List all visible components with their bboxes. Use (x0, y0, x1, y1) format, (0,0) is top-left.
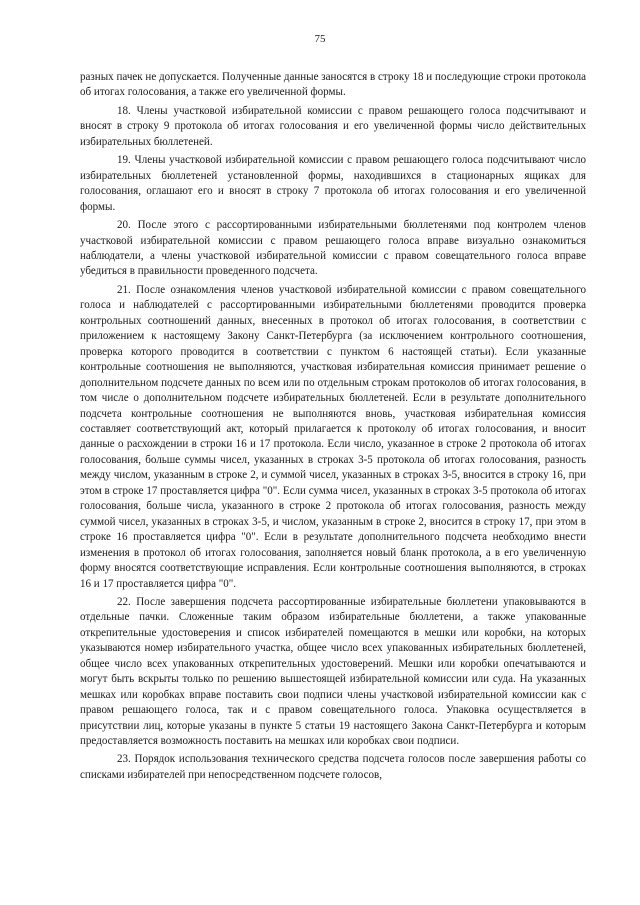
paragraph-22: 22. После завершения подсчета рассортированные избирательные бюллетени упаковываются в отдельные пачки. Сложенные таким образом избирательные бюллетени, а также упакованные открепительные удостоверения и список избирателей помещаются в мешки или коробки, на которых указываются номер избирательного участка, общее число всех упакованных избирательных бюллетеней, общее число всех упакованных открепительных удостоверений. Мешки или коробки опечатываются и могут быть вскрыты только по решению вышестоящей избирательной комиссии или суда. На указанных мешках или коробках вправе поставить свои подписи члены участковой избирательной комиссии как с правом решающего голоса, так и с правом совещательного голоса. Упаковка осуществляется в присутствии лиц, которые указаны в пункте 5 статьи 19 настоящего Закона Санкт-Петербурга и которым предоставляется возможность поставить на мешках или коробках свои подписи. (80, 595, 586, 748)
paragraph-continuation: разных пачек не допускается. Полученные данные заносятся в строку 18 и последующие строки протокола об итогах голосования, а также его увеличенной формы. (80, 71, 586, 99)
paragraph-20: 20. После этого с рассортированными избирательными бюллетенями под контролем членов участковой избирательной комиссии с правом решающего голоса вправе визуально ознакомиться наблюдатели, а члены участковой избирательной комиссии с правом совещательного голоса вправе убедиться в правильности проведенного подсчета. (80, 219, 586, 278)
paragraph-21: 21. После ознакомления членов участковой избирательной комиссии с правом совещательного голоса и наблюдателей с рассортированными избирательными бюллетенями проводится проверка контрольных соотношений данных, внесенных в протокол об итогах голосования, в соответствии с приложением к настоящему Закону Санкт-Петербурга (за исключением контрольного соотношения, проверка которого проводится в соответствии с пунктом 6 настоящей статьи). Если указанные контрольные соотношения не выполняются, участковая избирательная комиссия принимает решение о дополнительном подсчете данных по всем или по отдельным строкам протоколов об итогах голосования, в том числе о дополнительном подсчете избирательных бюллетеней. Если в результате дополнительного подсчета контрольные соотношения не выполняются вновь, участковая избирательная комиссия составляет соответствующий акт, который прилагается к протоколу об итогах голосования, и вносит данные о расхождении в строки 16 и 17 протокола. Если число, указанное в строке 2 протокола об итогах голосования, больше суммы чисел, указанных в строках 3-5 протокола об итогах голосования, разность между числом, указанным в строке 2, и суммой чисел, указанных в строках 3-5, вносится в строку 16, при этом в строке 17 проставляется цифра "0". Если сумма чисел, указанных в строках 3-5 протокола об итогах голосования, больше числа, указанного в строке 2 протокола об итогах голосования, разность между суммой чисел, указанных в строках 3-5, и числом, указанным в строке 2, вносится в строку 17, при этом в строке 16 проставляется цифра "0". Если в результате дополнительного подсчета необходимо внести изменения в протокол об итогах голосования, заполняется новый бланк протокола, а в его увеличенную форму вносятся соответствующие исправления. Если контрольные соотношения выполняются, в строках 16 и 17 проставляется цифра "0". (80, 283, 586, 590)
page-number: 75 (314, 33, 326, 45)
paragraph-23: 23. Порядок использования технического средства подсчета голосов после завершения работы со списками избирателей при непосредственном подсчете голосов, (80, 753, 586, 781)
paragraph-18: 18. Члены участковой избирательной комиссии с правом решающего голоса подсчитывают и вносят в строку 9 протокола об итогах голосования и его увеличенной формы число действительных избирательных бюллетеней. (80, 104, 586, 148)
document-body (80, 70, 586, 786)
paragraph-19: 19. Члены участковой избирательной комиссии с правом решающего голоса подсчитывают число избирательных бюллетеней установленной формы, находившихся в стационарных ящиках для голосования, оглашают его и вносят в строку 7 протокола об итогах голосования и его увеличенной формы. (80, 154, 586, 213)
